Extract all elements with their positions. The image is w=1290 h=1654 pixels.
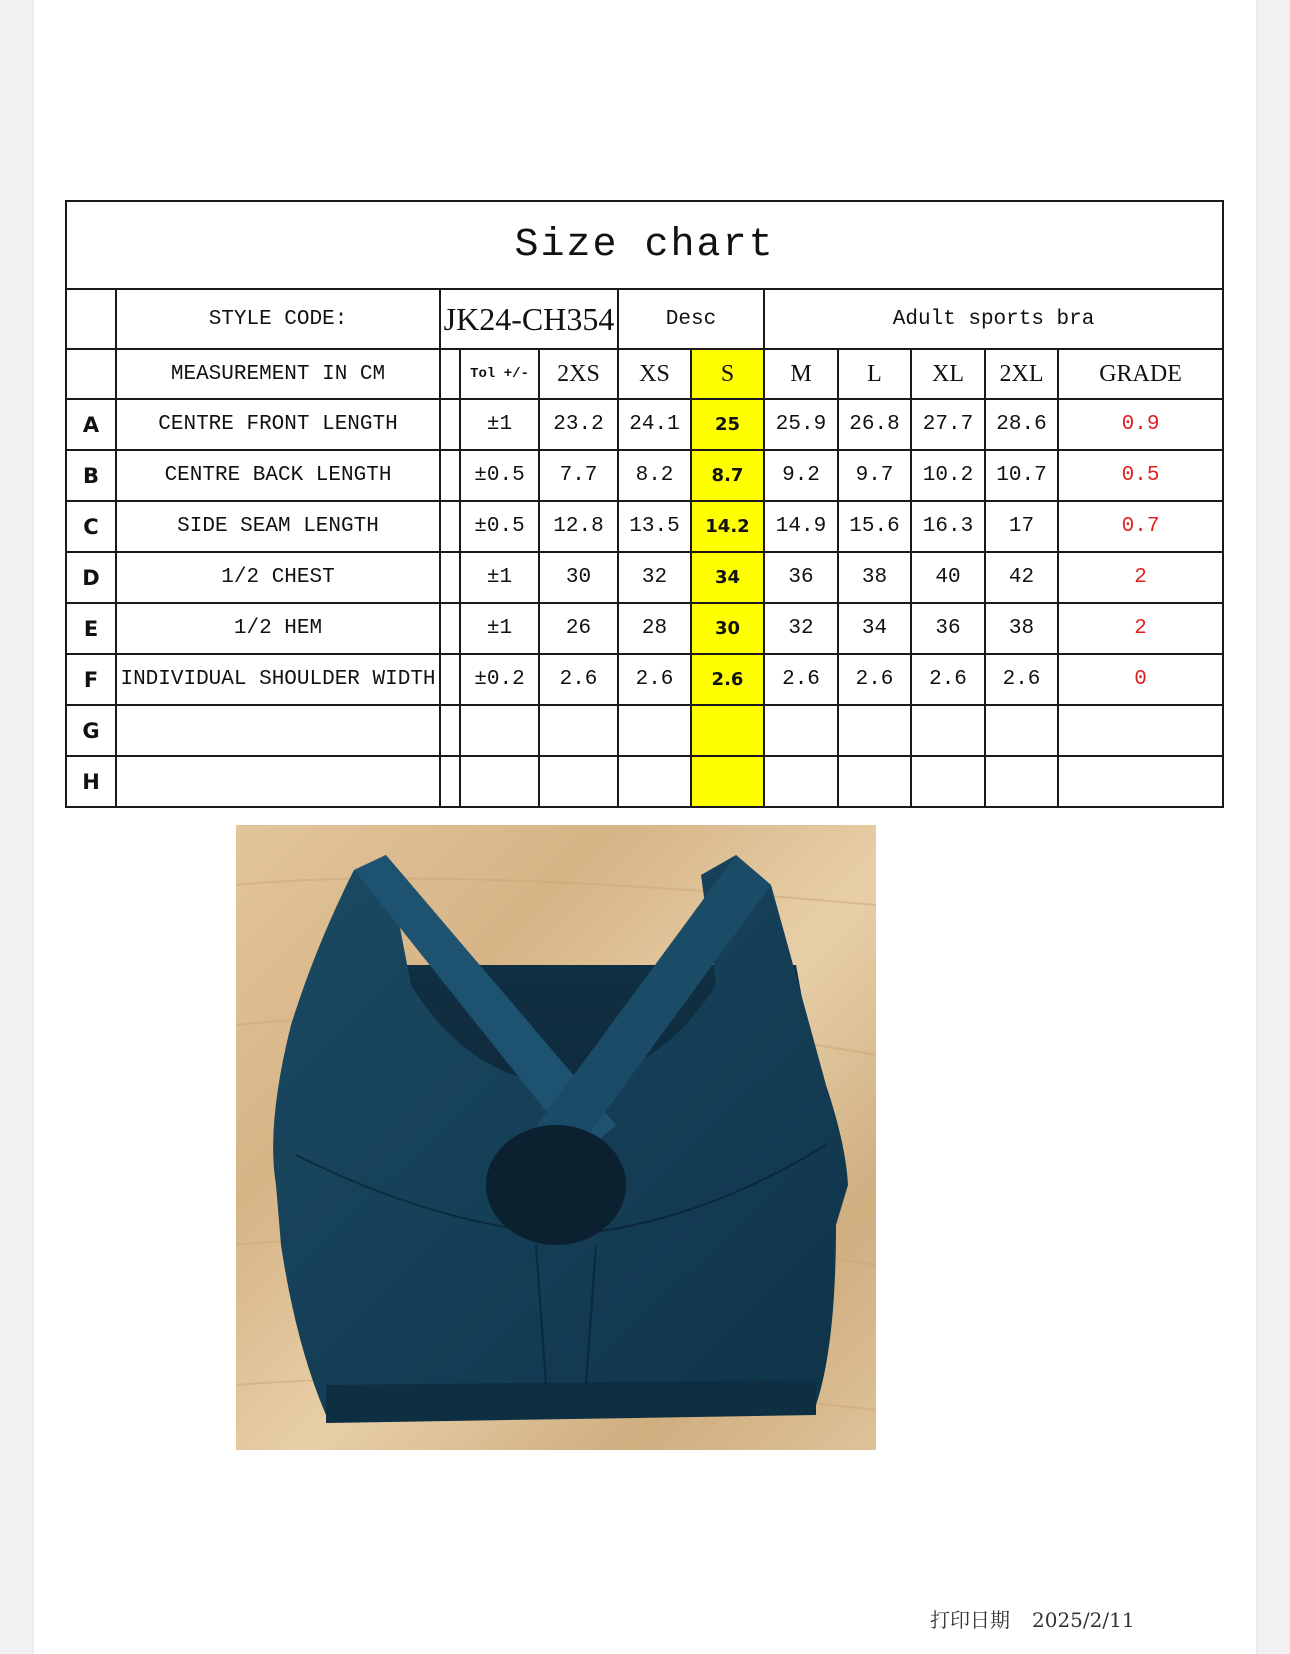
table-row xyxy=(66,705,1223,756)
measurement-name: INDIVIDUAL SHOULDER WIDTH xyxy=(116,654,440,705)
size-header-s: S xyxy=(691,349,764,399)
size-value-xl xyxy=(911,705,985,756)
size-header-2xl: 2XL xyxy=(985,349,1058,399)
size-value-2xs: 7.7 xyxy=(539,450,618,501)
row-letter: H xyxy=(66,756,116,807)
table-row xyxy=(66,399,1223,450)
measurement-name xyxy=(116,705,440,756)
size-value-l: 15.6 xyxy=(838,501,911,552)
measurement-header: MEASUREMENT IN CM xyxy=(116,349,440,399)
size-value-l: 38 xyxy=(838,552,911,603)
size-value-2xs xyxy=(539,756,618,807)
row-letter: G xyxy=(66,705,116,756)
size-value-xl: 10.2 xyxy=(911,450,985,501)
size-value-m xyxy=(764,705,838,756)
size-value-l xyxy=(838,705,911,756)
size-chart-table xyxy=(65,200,1224,808)
spacer-cell xyxy=(440,552,460,603)
tolerance-value: ±1 xyxy=(460,552,539,603)
tolerance-value xyxy=(460,756,539,807)
size-value-2xl: 28.6 xyxy=(985,399,1058,450)
size-value-xl: 27.7 xyxy=(911,399,985,450)
row-letter: A xyxy=(66,399,116,450)
style-code-value: JK24-CH354 xyxy=(440,289,618,349)
grade-value: 0.7 xyxy=(1058,501,1223,552)
size-value-xl: 40 xyxy=(911,552,985,603)
row-letter: B xyxy=(66,450,116,501)
size-value-xs: 13.5 xyxy=(618,501,691,552)
row-letter: F xyxy=(66,654,116,705)
spacer-cell xyxy=(440,654,460,705)
empty-cell xyxy=(66,289,116,349)
size-value-2xl: 38 xyxy=(985,603,1058,654)
size-value-2xs: 23.2 xyxy=(539,399,618,450)
size-value-xs: 32 xyxy=(618,552,691,603)
size-value-xs: 2.6 xyxy=(618,654,691,705)
grade-value: 2 xyxy=(1058,552,1223,603)
size-value-l xyxy=(838,756,911,807)
chart-title: Size chart xyxy=(66,201,1223,289)
size-value-xs: 24.1 xyxy=(618,399,691,450)
size-value-s: 25 xyxy=(691,399,764,450)
table-row xyxy=(66,552,1223,603)
tolerance-value: ±1 xyxy=(460,603,539,654)
print-date-label: 打印日期 xyxy=(930,1608,1010,1632)
tolerance-value: ±0.5 xyxy=(460,501,539,552)
row-letter: C xyxy=(66,501,116,552)
size-value-m xyxy=(764,756,838,807)
size-value-m: 2.6 xyxy=(764,654,838,705)
grade-value: 0.5 xyxy=(1058,450,1223,501)
size-value-2xl: 17 xyxy=(985,501,1058,552)
size-value-xl: 16.3 xyxy=(911,501,985,552)
spacer-cell xyxy=(440,450,460,501)
size-value-2xl xyxy=(985,705,1058,756)
size-value-l: 2.6 xyxy=(838,654,911,705)
spacer-cell xyxy=(440,756,460,807)
size-value-xl: 2.6 xyxy=(911,654,985,705)
size-value-m: 25.9 xyxy=(764,399,838,450)
style-code-label: STYLE CODE: xyxy=(116,289,440,349)
grade-value: 0.9 xyxy=(1058,399,1223,450)
size-value-m: 36 xyxy=(764,552,838,603)
grade-value: 2 xyxy=(1058,603,1223,654)
row-letter: D xyxy=(66,552,116,603)
size-value-xs: 8.2 xyxy=(618,450,691,501)
size-value-2xl xyxy=(985,756,1058,807)
size-value-2xl: 2.6 xyxy=(985,654,1058,705)
measurement-name: 1/2 CHEST xyxy=(116,552,440,603)
size-value-2xs: 12.8 xyxy=(539,501,618,552)
table-row xyxy=(66,450,1223,501)
spacer-cell xyxy=(440,349,460,399)
size-value-s: 8.7 xyxy=(691,450,764,501)
size-value-2xl: 10.7 xyxy=(985,450,1058,501)
tolerance-value: ±0.2 xyxy=(460,654,539,705)
spacer-cell xyxy=(440,705,460,756)
size-value-xs xyxy=(618,756,691,807)
grade-header: GRADE xyxy=(1058,349,1223,399)
product-photo xyxy=(236,825,876,1450)
tolerance-value: ±1 xyxy=(460,399,539,450)
size-header-xl: XL xyxy=(911,349,985,399)
size-value-xs: 28 xyxy=(618,603,691,654)
size-value-xl: 36 xyxy=(911,603,985,654)
size-header-2xs: 2XS xyxy=(539,349,618,399)
measurement-name xyxy=(116,756,440,807)
spacer-cell xyxy=(440,603,460,654)
measurement-name: CENTRE FRONT LENGTH xyxy=(116,399,440,450)
size-value-s xyxy=(691,756,764,807)
size-value-m: 32 xyxy=(764,603,838,654)
desc-label: Desc xyxy=(618,289,764,349)
grade-value xyxy=(1058,756,1223,807)
size-value-xl xyxy=(911,756,985,807)
size-value-l: 9.7 xyxy=(838,450,911,501)
size-value-2xs: 26 xyxy=(539,603,618,654)
print-date xyxy=(930,1604,1135,1633)
size-value-m: 9.2 xyxy=(764,450,838,501)
grade-value: 0 xyxy=(1058,654,1223,705)
tolerance-value xyxy=(460,705,539,756)
empty-cell xyxy=(66,349,116,399)
size-value-s: 2.6 xyxy=(691,654,764,705)
spacer-cell xyxy=(440,399,460,450)
table-row xyxy=(66,603,1223,654)
table-row xyxy=(66,501,1223,552)
size-value-2xs: 2.6 xyxy=(539,654,618,705)
size-value-2xl: 42 xyxy=(985,552,1058,603)
table-row xyxy=(66,756,1223,807)
size-header-l: L xyxy=(838,349,911,399)
document-page xyxy=(34,0,1256,1654)
size-value-l: 34 xyxy=(838,603,911,654)
measurement-name: CENTRE BACK LENGTH xyxy=(116,450,440,501)
spacer-cell xyxy=(440,501,460,552)
measurement-name: SIDE SEAM LENGTH xyxy=(116,501,440,552)
size-value-s: 30 xyxy=(691,603,764,654)
tolerance-header: Tol +/- xyxy=(460,349,539,399)
measurement-name: 1/2 HEM xyxy=(116,603,440,654)
size-header-m: M xyxy=(764,349,838,399)
size-value-2xs xyxy=(539,705,618,756)
grade-value xyxy=(1058,705,1223,756)
table-row xyxy=(66,654,1223,705)
size-value-s: 14.2 xyxy=(691,501,764,552)
row-letter: E xyxy=(66,603,116,654)
size-value-xs xyxy=(618,705,691,756)
size-header-xs: XS xyxy=(618,349,691,399)
size-value-s: 34 xyxy=(691,552,764,603)
size-value-m: 14.9 xyxy=(764,501,838,552)
size-value-s xyxy=(691,705,764,756)
print-date-value: 2025/2/11 xyxy=(1032,1608,1135,1632)
size-value-l: 26.8 xyxy=(838,399,911,450)
size-value-2xs: 30 xyxy=(539,552,618,603)
tolerance-value: ±0.5 xyxy=(460,450,539,501)
desc-value: Adult sports bra xyxy=(764,289,1223,349)
